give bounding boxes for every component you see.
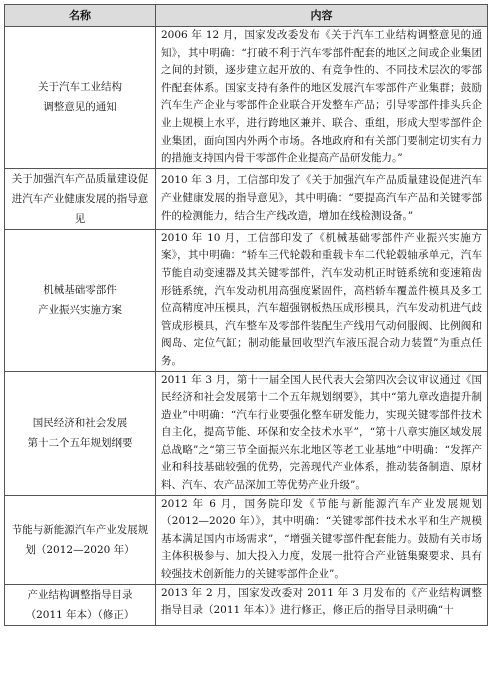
table-row [5, 229, 488, 371]
row-name: 关于汽车工业结构 调整意见的通知 [5, 27, 156, 169]
row-name: 关于加强汽车产品质量建设促进汽车产业健康发展的指导意见 [5, 168, 156, 229]
table-row [5, 168, 488, 229]
table-row [5, 584, 488, 625]
row-content: 2012 年 6 月，国务院印发《节能与新能源汽车产业发展规划（2012—2020 年）》，其中明确：“关键零部件技术水平和生产规模基本满足国内市场需求”，“增强关键零部件配套能力。鼓励有关市场主体积极参与、加大投入力度，发展一批符合产业链集聚要求、具有较强技术创新能力的关键零部件企业”。 [156, 495, 488, 584]
table-row [5, 27, 488, 169]
row-content: 2013 年 2 月，国家发改委对 2011 年 3 月发布的《产业结构调整指导目录（2011 年本）》进行修正，修正后的指导目录明确“十 [156, 584, 488, 625]
table-header [5, 5, 488, 27]
row-name: 机械基础零部件 产业振兴实施方案 [5, 229, 156, 371]
table-row [5, 371, 488, 495]
row-name: 产业结构调整指导目录 （2011 年本）（修正） [5, 584, 156, 625]
row-content: 2011 年 3 月，第十一届全国人民代表大会第四次会议审议通过《国民经济和社会发展第十二个五年规划纲要》，其中“第九章改造提升制造业”中明确：“汽车行业要强化整车研发能力，实现关键零部件技术自主化，提高节能、环保和安全技术水平”，“第十八章实施区域发展总战略”之“第三节全面振兴东北地区等老工业基地”中明确：“发挥产业和科技基础较强的优势，完善现代产业体系，推动装备制造、原材料、汽车、农产品深加工等优势产业升级”。 [156, 371, 488, 495]
policy-table [4, 4, 488, 626]
row-name: 国民经济和社会发展 第十二个五年规划纲要 [5, 371, 156, 495]
row-content: 2010 年 3 月，工信部印发了《关于加强汽车产品质量建设促进汽车产业健康发展的指导意见》，其中明确：“要提高汽车产品和关键零部件的检测能力，结合生产线改造，增加在线检测设备。” [156, 168, 488, 229]
header-content: 内容 [156, 5, 488, 27]
row-content: 2010 年 10 月，工信部印发了《机械基础零部件产业振兴实施方案》，其中明确：“轿车三代轮毂和重载卡车二代轮毂轴承单元，汽车节能自动变速器及其关键零部件，汽车发动机正时链系统和变速箱齿形链系统，汽车发动机用高强度紧固件，高档轿车覆盖件模具及多工位高精度冲压模具，汽车超强钢板热压成形模具，汽车发动机进气歧管成形模具，汽车整车及零部件装配生产线用气动伺服阀、比例阀和阀岛、定位气缸；制动能量回收型汽车液压混合动力装置”为重点任务。 [156, 229, 488, 371]
row-name: 节能与新能源汽车产业发展规划（2012—2020 年） [5, 495, 156, 584]
table-row [5, 495, 488, 584]
table-body [5, 27, 488, 626]
header-row [5, 5, 488, 27]
row-content: 2006 年 12 月，国家发改委发布《关于汽车工业结构调整意见的通知》，其中明确：“打破不利于汽车零部件配套的地区之间或企业集团之间的封锁，逐步建立起开放的、有竞争性的、不同技术层次的零部件配套体系。国家支持有条件的地区发展汽车零部件产业集群；鼓励汽车生产企业与零部件企业联合开发整车产品；引导零部件排头兵企业上规模上水平，进行跨地区兼并、联合、重组，形成大型零部件企业集团，面向国内外两个市场。各地政府和有关部门要制定切实有力的措施支持国内骨干零部件企业提高产品研发能力。” [156, 27, 488, 169]
header-name: 名称 [5, 5, 156, 27]
